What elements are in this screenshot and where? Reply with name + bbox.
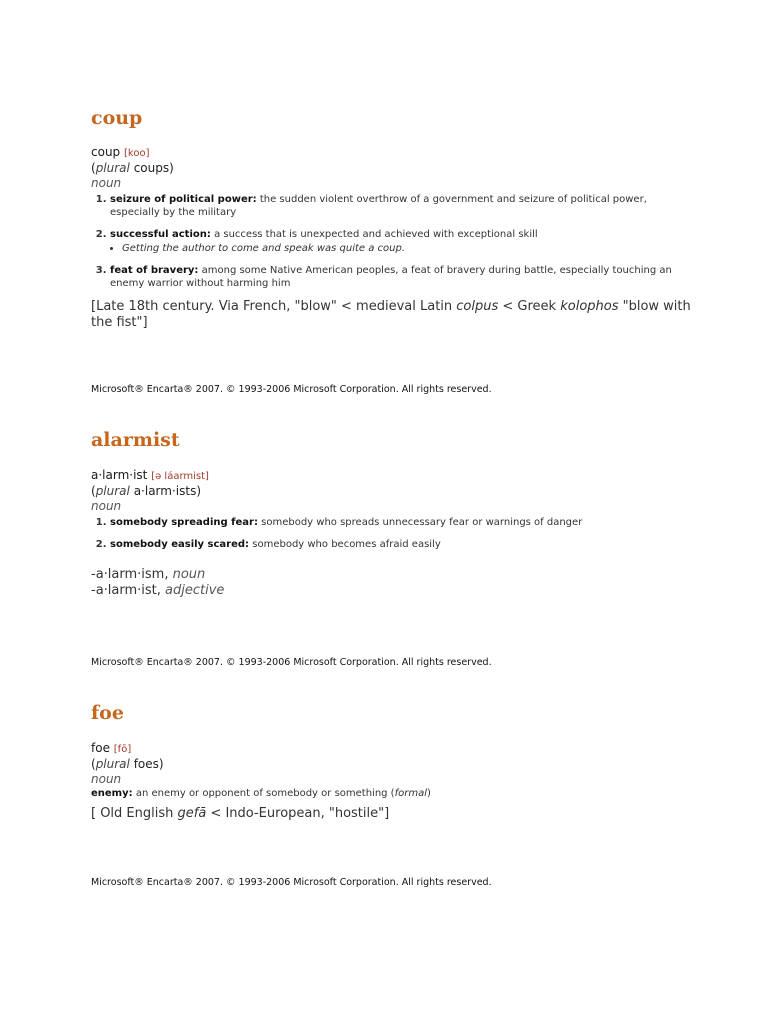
- plural-label: plural: [95, 161, 130, 175]
- entry-title: alarmist: [91, 429, 180, 451]
- entry-foe: [91, 701, 691, 822]
- etymology-word: gefā: [177, 806, 207, 821]
- entry-title: coup: [91, 107, 143, 129]
- plural-line: (plural coups): [91, 161, 174, 175]
- sense-label: somebody easily scared:: [110, 539, 250, 550]
- plural-line: (plural a·larm·ists): [91, 484, 202, 498]
- sense-text: somebody who becomes afraid easily: [252, 539, 441, 550]
- pronunciation: [ə láarmist]: [151, 471, 209, 482]
- example-sentence: • Getting the author to come and speak was quite a coup.: [122, 242, 691, 255]
- plural-form: a·larm·ists: [133, 484, 197, 498]
- sense-text: somebody who spreads unnecessary fear or warnings of danger: [261, 517, 583, 528]
- entry-coup: [91, 106, 691, 331]
- copyright-notice: Microsoft® Encarta® 2007. © 1993-2006 Microsoft Corporation. All rights reserved.: [91, 657, 492, 668]
- sense-label: successful action:: [110, 229, 211, 240]
- headword-line: [91, 145, 691, 161]
- derived-word: -a·larm·ism,: [91, 567, 169, 582]
- headword: a·larm·ist: [91, 468, 148, 482]
- etymology-text: < Greek: [498, 299, 561, 314]
- etymology-text: [ Old English: [91, 806, 178, 821]
- derived-form: [91, 567, 691, 583]
- sense-text: an enemy or opponent of somebody or something (: [135, 788, 395, 799]
- sense-item: [110, 228, 691, 255]
- sense-text: among some Native American peoples, a feat of bravery during battle, especially touching an enemy warrior without harming him: [110, 265, 672, 289]
- etymology: [91, 299, 691, 331]
- sense-text: the sudden violent overthrow of a government and seizure of political power, especially by the military: [110, 194, 647, 218]
- derived-pos: adjective: [165, 583, 225, 598]
- copyright-notice: Microsoft® Encarta® 2007. © 1993-2006 Microsoft Corporation. All rights reserved.: [91, 384, 492, 395]
- sense-text: a success that is unexpected and achieved with exceptional skill: [214, 229, 538, 240]
- sense-label: somebody spreading fear:: [110, 517, 258, 528]
- part-of-speech: noun: [91, 176, 122, 190]
- etymology-text: [Late 18th century. Via French, "blow" < medieval Latin: [91, 299, 457, 314]
- sense-list: [91, 193, 691, 290]
- etymology-text: < Indo-European, "hostile"]: [206, 806, 390, 821]
- derived-form: [91, 583, 691, 599]
- part-of-speech: noun: [91, 499, 122, 513]
- etymology-text: "blow with the fist"]: [91, 299, 691, 330]
- sense-item: [110, 193, 691, 219]
- part-of-speech: noun: [91, 772, 122, 786]
- etymology-word: colpus: [456, 299, 499, 314]
- headword: coup: [91, 145, 121, 159]
- plural-label: plural: [95, 484, 130, 498]
- sense-label: enemy:: [91, 788, 133, 799]
- usage-note: formal: [394, 788, 427, 799]
- copyright-notice: Microsoft® Encarta® 2007. © 1993-2006 Microsoft Corporation. All rights reserved.: [91, 877, 492, 888]
- plural-form: coups: [133, 161, 170, 175]
- plural-form: foes: [133, 757, 159, 771]
- headword-line: [91, 741, 691, 757]
- sense-item: [110, 516, 691, 529]
- sense-label: seizure of political power:: [110, 194, 257, 205]
- derived-word: -a·larm·ist,: [91, 583, 161, 598]
- sense-list: [91, 516, 691, 551]
- derived-pos: noun: [172, 567, 206, 582]
- etymology-word: kolophos: [560, 299, 619, 314]
- headword: foe: [91, 741, 110, 755]
- sense-item: [91, 787, 691, 800]
- etymology: [91, 806, 691, 822]
- example-list: [110, 242, 691, 255]
- plural-label: plural: [95, 757, 130, 771]
- sense-label: feat of bravery:: [110, 265, 199, 276]
- derived-forms: [91, 567, 691, 599]
- entry-alarmist: [91, 428, 691, 599]
- sense-text: ): [427, 788, 431, 799]
- plural-line: (plural foes): [91, 757, 164, 771]
- pronunciation: [koo]: [124, 148, 150, 159]
- sense-item: [110, 538, 691, 551]
- headword-line: [91, 468, 691, 484]
- sense-item: [110, 264, 691, 290]
- pronunciation: [fō]: [113, 744, 132, 755]
- entry-title: foe: [91, 702, 124, 724]
